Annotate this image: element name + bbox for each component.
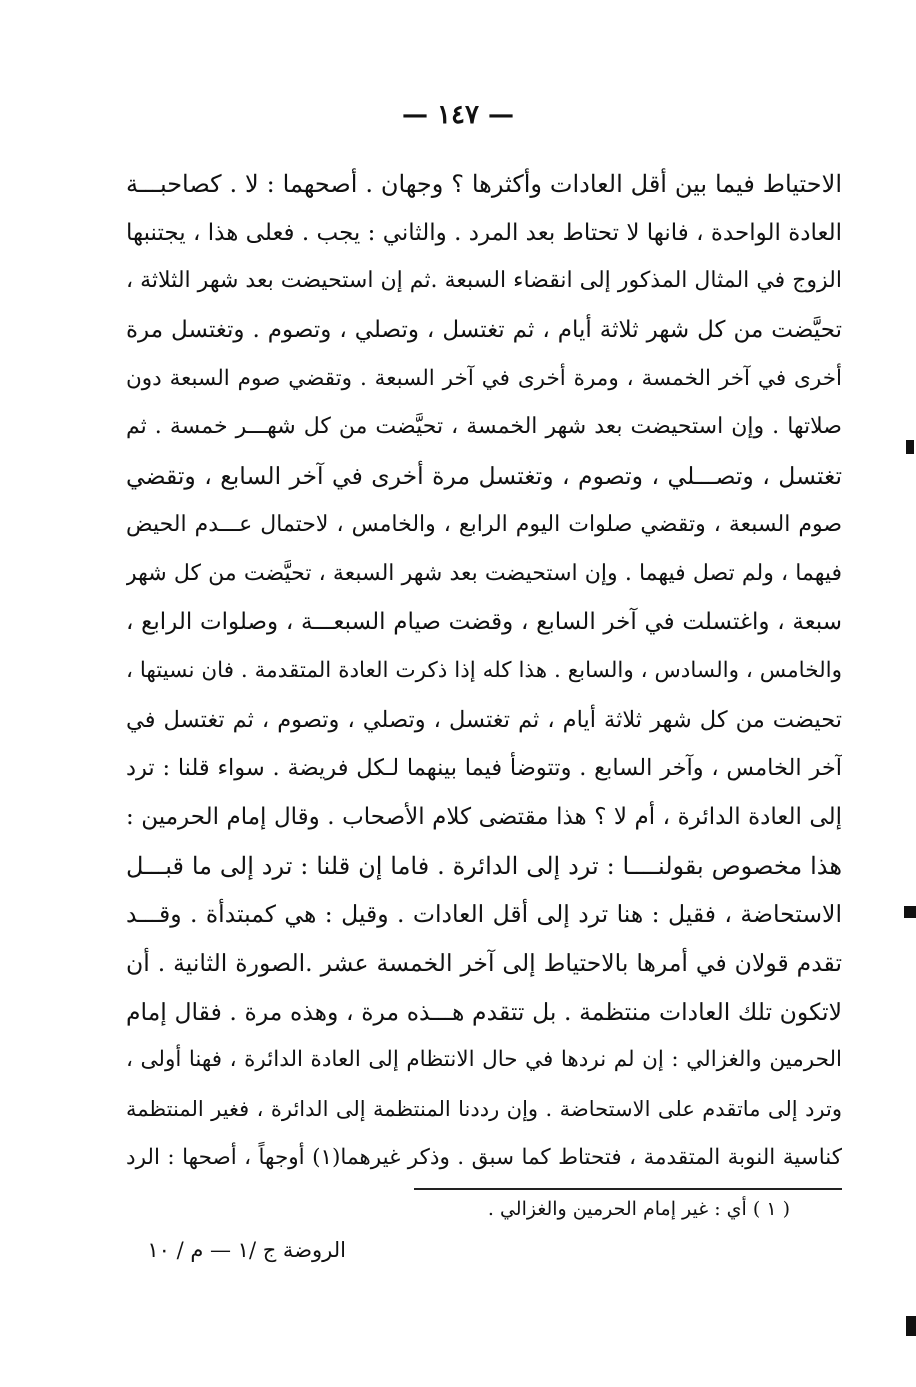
text-line: الاحتياط فيما بين أقل العادات وأكثرها ؟ وجهان . أصحهما : لا . كصاحبـــة <box>126 170 842 198</box>
text-line: إلى العادة الدائرة ، أم لا ؟ هذا مقتضى كلام الأصحاب . وقال إمام الحرمين : <box>126 803 842 830</box>
text-line: كناسية النوبة المتقدمة ، فتحتاط كما سبق . وذكر غيرهما(١) أوجهاً ، أصحها : الرد <box>126 1144 842 1170</box>
scan-edge-mark <box>906 440 914 454</box>
text-line: لاتكون تلك العادات منتظمة . بل تتقدم هـــذه مرة ، وهذه مرة . فقال إمام <box>126 997 842 1026</box>
text-line: تحيَّضت من كل شهر ثلاثة أيام ، ثم تغتسل ، وتصلي ، وتصوم . وتغتسل مرة <box>126 317 842 344</box>
text-line: الزوج في المثال المذكور إلى انقضاء السبعة .ثم إن استحيضت بعد شهر الثلاثة ، <box>126 268 842 294</box>
footnote: ( ١ ) أي : غير إمام الحرمين والغزالي . <box>487 1198 790 1220</box>
text-line: وترد إلى ماتقدم على الاستحاضة . وإن رددنا المنتظمة إلى الدائرة ، فغير المنتظمة <box>126 1097 842 1122</box>
text-line: تحيضت من كل شهر ثلاثة أيام ، ثم تغتسل ، وتصلي ، وتصوم ، ثم تغتسل في <box>126 706 842 733</box>
page-number: — ١٤٧ — <box>401 100 515 130</box>
text-line: العادة الواحدة ، فانها لا تحتاط بعد المرد . والثاني : يجب . فعلى هذا ، يجتنبها <box>126 219 842 246</box>
text-line: الاستحاضة ، فقيل : هنا ترد إلى أقل العادات . وقيل : هي كمبتدأة . وقـــد <box>126 900 842 929</box>
text-line: آخر الخامس ، وآخر السابع . وتتوضأ فيما بينهما لـكل فريضة . سواء قلنا : ترد <box>126 755 842 782</box>
printer-signature: الروضة ج /١ — م / ١٠ <box>147 1238 346 1262</box>
text-line: صلاتها . وإن استحيضت بعد شهر الخمسة ، تحيَّضت من كل شهـــر خمسة . ثم <box>126 414 842 440</box>
text-line: سبعة ، واغتسلت في آخر السابع ، وقضت صيام السبعـــة ، وصلوات الرابع ، <box>126 609 842 636</box>
text-line: الحرمين والغزالي : إن لم نردها في حال الانتظام إلى العادة الدائرة ، فهنا أولى ، <box>126 1047 842 1073</box>
text-line: والخامس ، والسادس ، والسابع . هذا كله إذا ذكرت العادة المتقدمة . فان نسيتها ، <box>126 657 842 683</box>
text-line: تغتسل ، وتصـــلي ، وتصوم ، وتغتسل مرة أخرى في آخر السابع ، وتقضي <box>126 462 842 491</box>
text-line: فيهما ، ولم تصل فيهما . وإن استحيضت بعد شهر السبعة ، تحيَّضت من كل شهر <box>126 560 842 586</box>
text-line: هذا مخصوص بقولنــــا : ترد إلى الدائرة . فاما إن قلنا : ترد إلى ما قبـــل <box>126 851 842 880</box>
body-text <box>126 160 842 1182</box>
text-line: أخرى في آخر الخمسة ، ومرة أخرى في آخر السبعة . وتقضي صوم السبعة دون <box>126 365 842 391</box>
scan-edge-mark <box>906 1316 916 1336</box>
footnote-divider <box>414 1188 842 1190</box>
text-line: صوم السبعة ، وتقضي صلوات اليوم الرابع ، والخامس ، لاحتمال عـــدم الحيض <box>126 511 842 537</box>
text-line: تقدم قولان في أمرها بالاحتياط إلى آخر الخمسة عشر .الصورة الثانية . أن <box>126 949 842 977</box>
scan-edge-mark <box>904 906 916 918</box>
